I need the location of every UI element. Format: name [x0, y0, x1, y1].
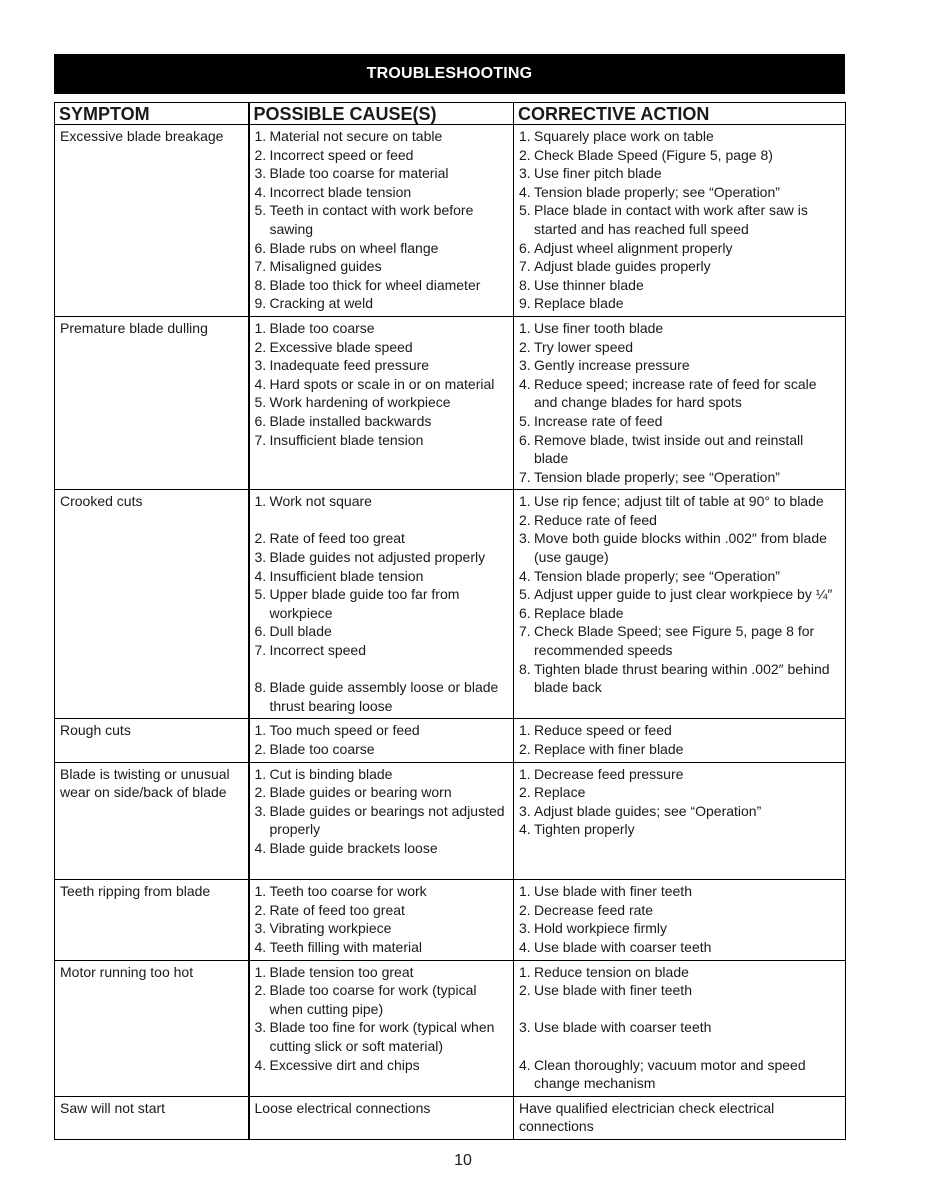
cause-cell [249, 125, 514, 317]
item-number: 2. [519, 784, 531, 801]
item-number: 1. [519, 765, 531, 782]
item-text: Replace blade [534, 604, 624, 621]
item-text: Blade guides or bearings not adjusted properly [269, 802, 505, 838]
item-text: Use blade with finer teeth [534, 982, 692, 999]
item-number: 7. [519, 468, 531, 485]
item-number: 1. [519, 493, 531, 510]
item-text: Remove blade, twist inside out and reinstall blade [534, 431, 804, 467]
list-item [255, 981, 510, 1018]
item-text: Excessive blade speed [269, 338, 413, 355]
item-number: 4. [254, 938, 267, 955]
item-number: 4. [519, 1056, 531, 1073]
item-text: Work not square [269, 493, 372, 510]
item-number: 5. [254, 586, 267, 603]
item-number: 9. [519, 295, 531, 312]
list-item [255, 1056, 510, 1075]
item-number: 6. [519, 604, 531, 621]
list-item [255, 276, 510, 295]
list-item [519, 468, 841, 487]
item-number: 1. [254, 883, 267, 900]
item-text: Incorrect blade tension [269, 183, 412, 200]
item-text: Increase rate of feed [534, 412, 663, 429]
table-header-row [55, 103, 846, 125]
item-text: Move both guide blocks within .002″ from blade (use gauge) [534, 530, 827, 566]
list-item [519, 492, 841, 511]
list-item [255, 839, 510, 858]
list-item [255, 765, 510, 784]
item-text: Replace blade [534, 295, 624, 312]
table-row [55, 960, 846, 1096]
list-item [519, 802, 841, 821]
table-row [55, 125, 846, 317]
list-item [519, 1018, 841, 1037]
list-item [255, 356, 510, 375]
list-item [519, 783, 841, 802]
item-number: 3. [519, 802, 531, 819]
list-item [519, 622, 841, 659]
item-text: Decrease feed pressure [534, 765, 684, 782]
item-text: Blade too coarse [269, 319, 375, 336]
list-item [519, 375, 841, 412]
item-text: Use blade with coarser teeth [534, 938, 712, 955]
cause-cell [249, 719, 514, 762]
list-item [255, 393, 510, 412]
item-number: 4. [519, 821, 531, 838]
item-text: Dull blade [269, 623, 332, 640]
item-text: Reduce speed; increase rate of feed for scale and change blades for hard spots [534, 375, 817, 411]
action-cell [514, 880, 846, 960]
item-text: Decrease feed rate [534, 901, 654, 918]
item-number: 9. [254, 295, 267, 312]
list-item [255, 963, 510, 982]
list-item [255, 338, 510, 357]
item-text: Teeth filling with material [269, 938, 423, 955]
action-list [519, 721, 841, 758]
item-text: Excessive dirt and chips [269, 1056, 420, 1073]
item-number: 3. [254, 357, 267, 374]
item-number: 3. [519, 920, 531, 937]
list-item [255, 127, 510, 146]
item-text: Cracking at weld [269, 295, 373, 312]
item-number: 1. [254, 722, 267, 739]
item-number: 2. [519, 741, 531, 757]
list-item [519, 294, 841, 313]
list-item [255, 492, 510, 511]
list-item [255, 919, 510, 938]
action-list [519, 765, 841, 839]
item-number: 6. [254, 412, 267, 429]
table-row [55, 719, 846, 762]
item-text: Use finer pitch blade [534, 165, 662, 182]
item-text: Tension blade properly; see “Operation” [534, 567, 780, 584]
symptom-cell: Teeth ripping from blade [55, 880, 249, 960]
list-item [255, 802, 510, 839]
item-number: 4. [254, 567, 267, 584]
list-item [255, 239, 510, 258]
list-item [255, 412, 510, 431]
item-text: Misaligned guides [269, 258, 382, 275]
item-text: Teeth too coarse for work [269, 883, 427, 900]
item-number: 7. [519, 623, 531, 640]
list-item [519, 585, 841, 604]
item-number: 2. [519, 146, 531, 163]
table-row [55, 490, 846, 719]
action-cell: Have qualified electrician check electrical connections [514, 1096, 846, 1139]
page-title: TROUBLESHOOTING [54, 54, 845, 94]
item-number: 2. [254, 338, 267, 355]
list-item [255, 183, 510, 202]
list-item [255, 622, 510, 641]
cause-cell [249, 316, 514, 489]
item-text: Replace [534, 784, 586, 801]
list-item [519, 567, 841, 586]
item-text: Check Blade Speed; see Figure 5, page 8 for recommended speeds [534, 623, 815, 659]
item-number: 8. [254, 276, 267, 293]
list-item [255, 783, 510, 802]
item-text: Check Blade Speed (Figure 5, page 8) [534, 146, 773, 163]
cause-list [255, 721, 510, 758]
item-number: 2. [519, 901, 531, 918]
action-cell [514, 316, 846, 489]
item-text: Tighten blade thrust bearing within .002″ behind blade back [534, 660, 830, 696]
item-text: Adjust blade guides; see “Operation” [534, 802, 762, 819]
item-number: 1. [519, 128, 531, 144]
list-item [519, 127, 841, 146]
list-item [255, 431, 510, 450]
item-number: 5. [519, 202, 531, 219]
list-item [519, 963, 841, 982]
table-body [55, 125, 846, 1140]
item-text: Try lower speed [534, 338, 634, 355]
list-item [255, 548, 510, 567]
item-text: Use finer tooth blade [534, 319, 664, 336]
list-item [255, 319, 510, 338]
action-cell [514, 125, 846, 317]
item-number: 7. [254, 642, 267, 659]
item-number: 8. [254, 679, 267, 696]
list-item [519, 882, 841, 901]
list-item [519, 431, 841, 468]
item-number: 1. [254, 963, 267, 980]
list-item [519, 164, 841, 183]
item-number: 6. [519, 431, 531, 448]
item-text: Tighten properly [534, 821, 635, 838]
cause-list [255, 319, 510, 468]
item-text: Blade too fine for work (typical when cutting slick or soft material) [269, 1019, 495, 1054]
item-number: 2. [254, 146, 267, 163]
item-number: 4. [254, 1056, 267, 1073]
action-list [519, 127, 841, 313]
item-number: 4. [254, 183, 267, 200]
item-text: Gently increase pressure [534, 357, 690, 374]
list-item [519, 146, 841, 165]
list-item [255, 901, 510, 920]
item-text: Use blade with finer teeth [534, 883, 692, 900]
list-item [519, 938, 841, 957]
list-item [519, 183, 841, 202]
item-number: 4. [254, 839, 267, 856]
item-number: 7. [254, 431, 267, 448]
list-item [519, 319, 841, 338]
item-number: 1. [254, 765, 267, 782]
item-number: 4. [519, 567, 531, 584]
list-item [519, 820, 841, 839]
list-item [519, 765, 841, 784]
item-text: Rate of feed too great [269, 530, 405, 547]
list-item [519, 721, 841, 740]
item-number: 2. [519, 982, 531, 999]
symptom-cell: Rough cuts [55, 719, 249, 762]
list-item [255, 529, 510, 548]
item-number: 8. [519, 660, 531, 677]
header-symptom: SYMPTOM [55, 103, 249, 125]
item-text: Blade installed backwards [269, 412, 432, 429]
item-number: 1. [519, 319, 531, 336]
item-text: Reduce rate of feed [534, 511, 657, 528]
list-item [255, 201, 510, 238]
item-number: 5. [254, 394, 267, 411]
item-number: 3. [254, 165, 267, 182]
item-number: 1. [519, 963, 531, 980]
list-item [255, 567, 510, 586]
item-text: Blade rubs on wheel flange [269, 239, 439, 256]
item-number: 3. [519, 530, 531, 547]
header-corrective-action: CORRECTIVE ACTION [514, 103, 846, 125]
cause-cell: Loose electrical connections [249, 1096, 514, 1139]
item-text: Use blade with coarser teeth [534, 1019, 712, 1036]
item-number: 3. [519, 165, 531, 182]
item-number: 4. [519, 375, 531, 392]
list-item [255, 938, 510, 957]
item-number: 2. [519, 338, 531, 355]
item-text: Hard spots or scale in or on material [269, 375, 495, 392]
item-number: 4. [519, 938, 531, 955]
item-text: Use rip fence; adjust tilt of table at 90° to blade [534, 493, 824, 510]
list-item [519, 529, 841, 566]
list-item [255, 721, 510, 740]
item-number: 8. [519, 276, 531, 293]
header-possible-causes: POSSIBLE CAUSE(S) [249, 103, 514, 125]
item-number: 7. [519, 258, 531, 275]
item-number: 6. [519, 239, 531, 256]
list-item [255, 146, 510, 165]
list-item [519, 1056, 841, 1093]
item-text: Incorrect speed or feed [269, 146, 414, 163]
item-text: Clean thoroughly; vacuum motor and speed change mechanism [534, 1056, 806, 1092]
item-text: Reduce speed or feed [534, 722, 672, 739]
list-item [255, 740, 510, 759]
symptom-cell: Saw will not start [55, 1096, 249, 1139]
cause-list [255, 492, 510, 715]
item-text: Too much speed or feed [269, 722, 420, 739]
item-number: 5. [519, 412, 531, 429]
page-number: 10 [454, 1152, 472, 1169]
item-text: Blade guides not adjusted properly [269, 549, 486, 566]
item-text: Material not secure on table [269, 128, 443, 144]
item-text: Hold workpiece firmly [534, 920, 668, 937]
list-item [255, 641, 510, 660]
item-number: 4. [519, 183, 531, 200]
item-text: Blade guides or bearing worn [269, 784, 452, 801]
list-item [519, 981, 841, 1000]
item-text: Blade too thick for wheel diameter [269, 276, 481, 293]
item-number: 1. [519, 883, 531, 900]
list-item [255, 882, 510, 901]
item-text: Upper blade guide too far from workpiece [269, 586, 460, 621]
item-text: Blade guide brackets loose [269, 839, 438, 856]
action-list [519, 319, 841, 486]
symptom-cell: Excessive blade breakage [55, 125, 249, 317]
item-number: 3. [254, 1019, 267, 1036]
item-number: 3. [254, 802, 267, 819]
item-number: 2. [254, 901, 267, 918]
item-number: 6. [254, 239, 267, 256]
item-text: Teeth in contact with work before sawing [269, 202, 474, 237]
item-text: Replace with finer blade [534, 741, 684, 757]
item-number: 5. [519, 586, 531, 603]
item-number: 3. [254, 549, 267, 566]
item-number: 7. [254, 258, 267, 275]
action-cell [514, 490, 846, 719]
item-text: Adjust wheel alignment properly [534, 239, 733, 256]
list-item [519, 901, 841, 920]
action-cell [514, 960, 846, 1096]
cause-list [255, 765, 510, 877]
cause-cell [249, 880, 514, 960]
symptom-cell: Crooked cuts [55, 490, 249, 719]
list-item [519, 919, 841, 938]
list-item [519, 511, 841, 530]
list-item [519, 201, 841, 238]
item-text: Use thinner blade [534, 276, 644, 293]
item-number: 5. [254, 202, 267, 219]
list-item [255, 678, 510, 715]
list-item [519, 740, 841, 759]
item-text: Inadequate feed pressure [269, 357, 430, 374]
item-number: 3. [519, 357, 531, 374]
item-number: 2. [254, 784, 267, 801]
list-item [255, 585, 510, 622]
item-number: 6. [254, 623, 267, 640]
list-item [519, 276, 841, 295]
cause-list [255, 882, 510, 956]
table-row [55, 762, 846, 880]
list-item [519, 412, 841, 431]
symptom-cell: Motor running too hot [55, 960, 249, 1096]
table-row [55, 880, 846, 960]
cause-cell [249, 490, 514, 719]
item-number: 2. [254, 741, 267, 757]
item-text: Place blade in contact with work after saw is started and has reached full speed [534, 202, 808, 237]
list-item [255, 164, 510, 183]
item-text: Work hardening of workpiece [269, 394, 451, 411]
cause-cell [249, 960, 514, 1096]
action-list [519, 882, 841, 956]
symptom-cell: Premature blade dulling [55, 316, 249, 489]
item-number: 2. [254, 530, 267, 547]
table-row [55, 1096, 846, 1139]
item-text: Blade tension too great [269, 963, 414, 980]
item-text: Incorrect speed [269, 642, 366, 659]
item-number: 1. [519, 722, 531, 739]
list-item [519, 239, 841, 258]
item-number: 3. [254, 920, 267, 937]
item-number: 1. [254, 128, 267, 144]
action-cell [514, 719, 846, 762]
cause-list [255, 127, 510, 313]
item-number: 2. [254, 982, 267, 999]
item-text: Vibrating workpiece [269, 920, 392, 937]
list-item [255, 294, 510, 313]
list-item [255, 375, 510, 394]
action-list [519, 963, 841, 1093]
item-text: Adjust upper guide to just clear workpiece by ¼″ [534, 586, 833, 603]
list-item [255, 1018, 510, 1055]
item-text: Blade too coarse [269, 741, 375, 757]
cause-cell [249, 762, 514, 880]
item-text: Tension blade properly; see “Operation” [534, 468, 780, 485]
list-item [519, 338, 841, 357]
action-cell [514, 762, 846, 880]
item-text: Blade too coarse for work (typical when cutting pipe) [269, 982, 477, 1017]
troubleshooting-table [54, 102, 846, 1140]
item-text: Cut is binding blade [269, 765, 393, 782]
item-number: 4. [254, 375, 267, 392]
list-item [519, 356, 841, 375]
item-number: 1. [254, 319, 267, 336]
item-text: Adjust blade guides properly [534, 258, 711, 275]
item-text: Reduce tension on blade [534, 963, 689, 980]
list-item [519, 660, 841, 697]
item-text: Blade guide assembly loose or blade thrust bearing loose [269, 679, 499, 714]
item-text: Insufficient blade tension [269, 431, 424, 448]
item-number: 1. [254, 493, 267, 510]
item-text: Insufficient blade tension [269, 567, 424, 584]
table-row [55, 316, 846, 489]
item-number: 3. [519, 1019, 531, 1036]
list-item [519, 257, 841, 276]
list-item [255, 257, 510, 276]
item-text: Tension blade properly; see “Operation” [534, 183, 780, 200]
cause-list [255, 963, 510, 1075]
symptom-cell: Blade is twisting or unusual wear on side/back of blade [55, 762, 249, 880]
item-number: 2. [519, 511, 531, 528]
list-item [519, 604, 841, 623]
item-text: Rate of feed too great [269, 901, 405, 918]
item-text: Squarely place work on table [534, 128, 714, 144]
action-list [519, 492, 841, 697]
item-text: Blade too coarse for material [269, 165, 449, 182]
